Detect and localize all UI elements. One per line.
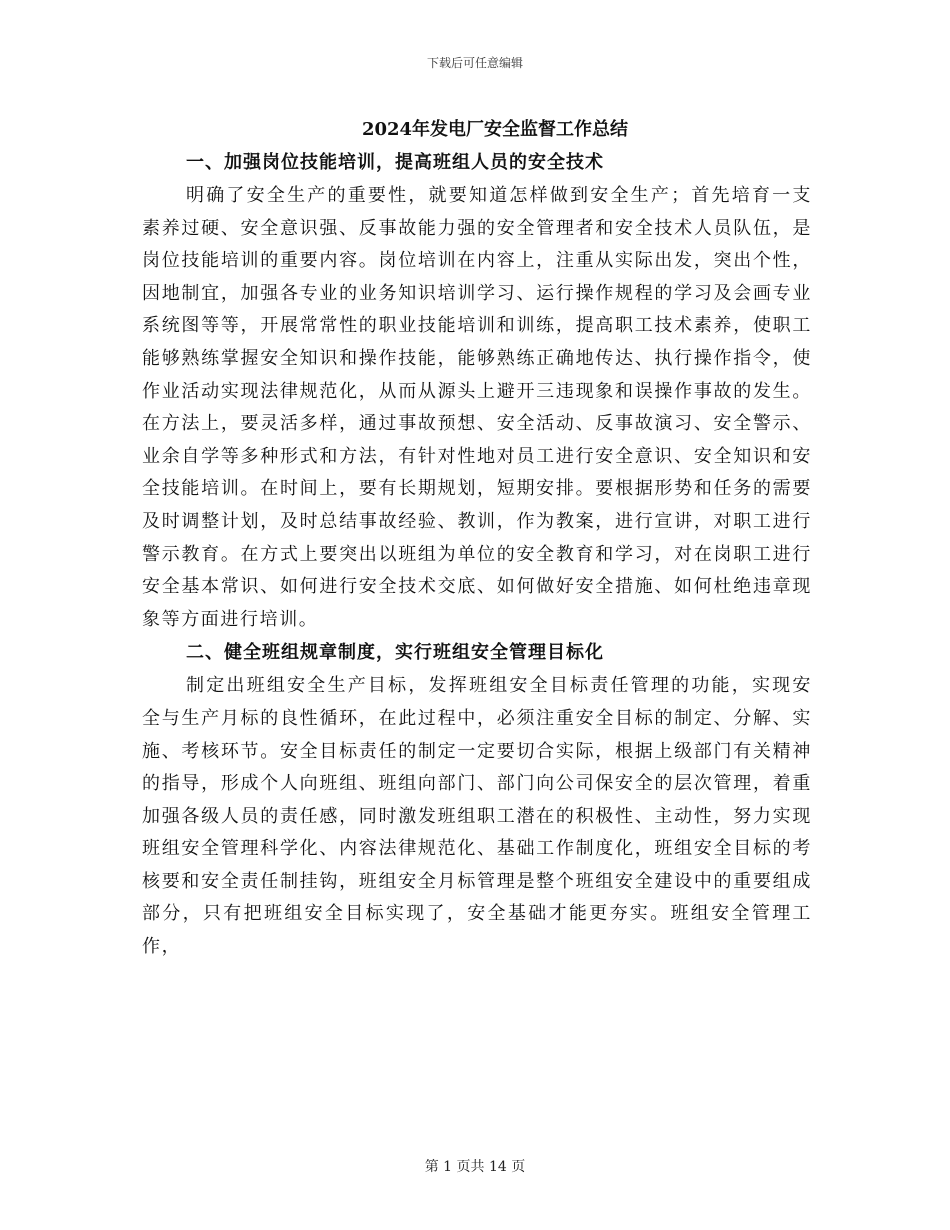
section-1-paragraph: 明确了安全生产的重要性，就要知道怎样做到安全生产；首先培育一支素养过硬、安全意识强、反事故能力强的安全管理者和安全技术人员队伍，是岗位技能培训的重要内容。岗位培训在内容上，注重从实际出发，突出个性，因地制宜，加强各专业的业务知识培训学习、运行操作规程的学习及会画专业系统图等等，开展常常性的职业技能培训和训练，提高职工技术素养，使职工能够熟练掌握安全知识和操作技能，能够熟练正确地传达、执行操作指令，使作业活动实现法律规范化，从而从源头上避开三违现象和误操作事故的发生。在方法上，要灵活多样，通过事故预想、安全活动、反事故演习、安全警示、业余自学等多种形式和方法，有针对性地对员工进行安全意识、安全知识和安全技能培训。在时间上，要有长期规划，短期安排。要根据形势和任务的需要及时调整计划，及时总结事故经验、教训，作为教案，进行宣讲，对职工进行警示教育。在方式上要突出以班组为单位的安全教育和学习，对在岗职工进行安全基本常识、如何进行安全技术交底、如何做好安全措施、如何杜绝违章现象等方面进行培训。	[142, 185, 812, 630]
section-2-paragraph: 制定出班组安全生产目标，发挥班组安全目标责任管理的功能，实现安全与生产月标的良性循环，在此过程中，必须注重安全目标的制定、分解、实施、考核环节。安全目标责任的制定一定要切合实际，根据上级部门有关精神的指导，形成个人向班组、班组向部门、部门向公司保安全的层次管理，着重加强各级人员的责任感，同时激发班组职工潜在的积极性、主动性，努力实现班组安全管理科学化、内容法律规范化、基础工作制度化，班组安全目标的考核要和安全责任制挂钩，班组安全月标管理是整个班组安全建设中的重要组成部分，只有把班组安全目标实现了，安全基础才能更夯实。班组安全管理工作，	[142, 675, 812, 958]
section-1-heading: 一、加强岗位技能培训，提高班组人员的安全技术	[186, 152, 604, 173]
page-header-note: 下载后可任意编辑	[426, 56, 523, 70]
document-title: 2024年发电厂安全监督工作总结	[361, 119, 629, 140]
section-2-heading: 二、健全班组规章制度，实行班组安全管理目标化	[186, 642, 604, 664]
page-number-footer: 第 1 页共 14 页	[424, 1159, 526, 1175]
document-body	[142, 148, 812, 964]
